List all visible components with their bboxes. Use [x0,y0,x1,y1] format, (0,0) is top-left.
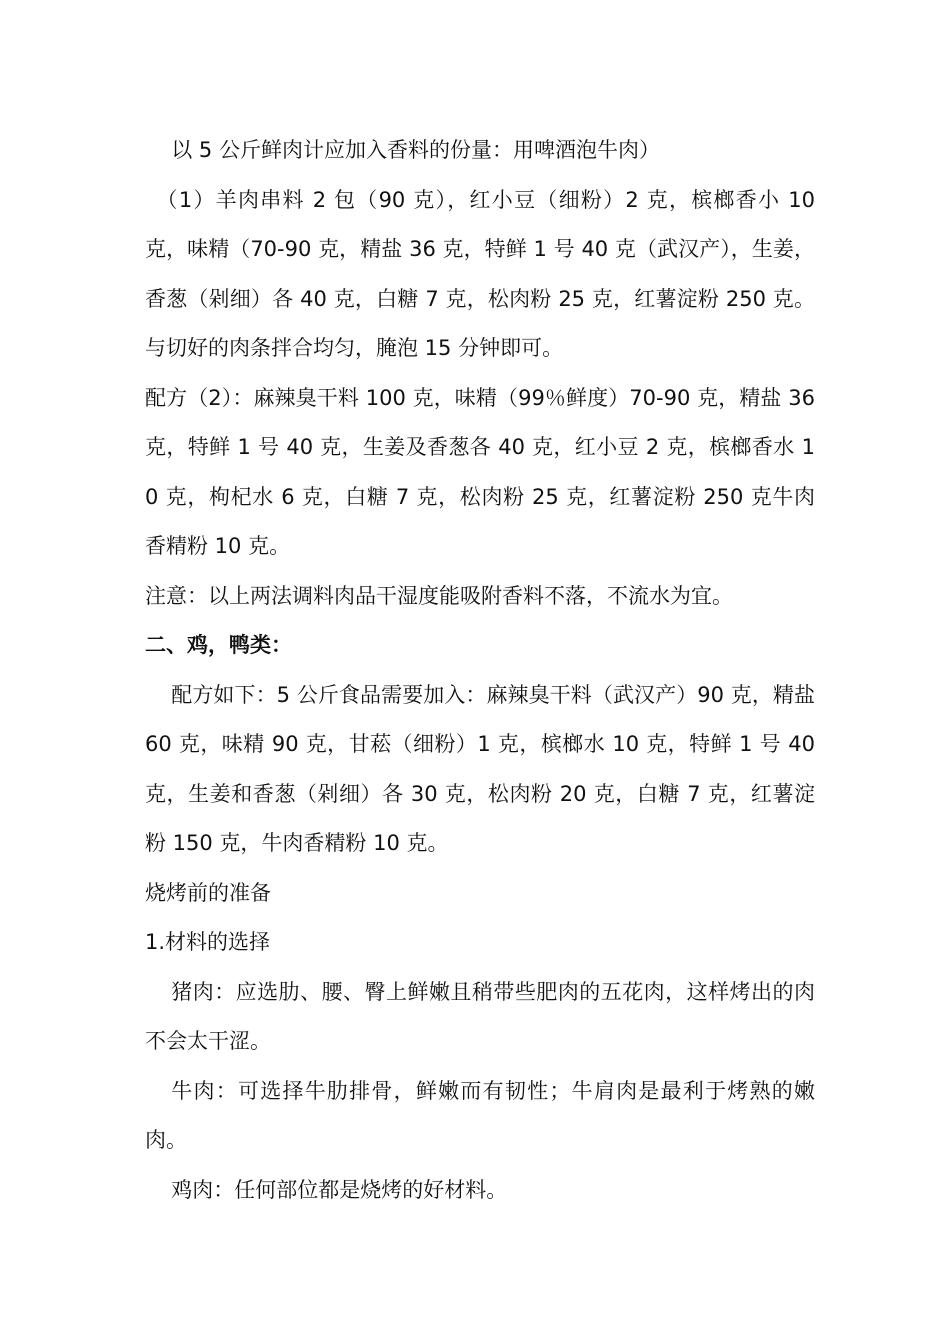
recipe-2-paragraph: 配方（2）：麻辣臭干料 100 克，味精（99％鲜度）70-90 克，精盐 36 克，特鲜 1 号 40 克，生姜及香葱各 40 克，红小豆 2 克，槟榔香水 10 克，枸杞水 6 克，白糖 7 克，松肉粉 25 克，红薯淀粉 250 克牛肉香精粉 10 克。 [145,385,815,558]
note-paragraph: 注意：以上两法调料肉品干湿度能吸附香料不落，不流水为宜。 [145,583,733,608]
chicken-paragraph: 鸡肉：任何部位都是烧烤的好材料。 [171,1177,508,1202]
material-selection-heading: 1.材料的选择 [145,930,271,954]
chicken-duck-recipe-paragraph: 配方如下：5 公斤食品需要加入：麻辣臭干料（武汉产）90 克，精盐 60 克，味精 90 克，甘菘（细粉）1 克，槟榔水 10 克，特鲜 1 号 40 克，生姜和香葱（剁细）各 30 克，松肉粉 20 克，白糖 7 克，红薯淀粉 150 克，牛肉香精粉 10 克。 [145,682,815,855]
intro-paragraph: 以 5 公斤鲜肉计应加入香料的份量：用啤酒泡牛肉） [171,138,660,162]
beef-paragraph: 牛肉：可选择牛肋排骨，鲜嫩而有韧性；牛肩肉是最利于烤熟的嫩肉。 [145,1078,815,1152]
preparation-heading: 烧烤前的准备 [145,880,271,905]
section-heading-chicken-duck: 二、鸡，鸭类： [145,633,292,657]
recipe-1-paragraph: （1）羊肉串料 2 包（90 克），红小豆（细粉）2 克，槟榔香小 10 克，味精（70-90 克，精盐 36 克，特鲜 1 号 40 克（武汉产），生姜，香葱（剁细）各 40 克，白糖 7 克，松肉粉 25 克，红薯淀粉 250 克。与切好的肉条拌合均匀，腌泡 15 分钟即可。 [145,187,815,360]
document-body [145,126,815,1215]
pork-paragraph: 猪肉：应选肋、腰、臀上鲜嫩且稍带些肥肉的五花肉，这样烤出的肉不会太干涩。 [145,979,815,1053]
